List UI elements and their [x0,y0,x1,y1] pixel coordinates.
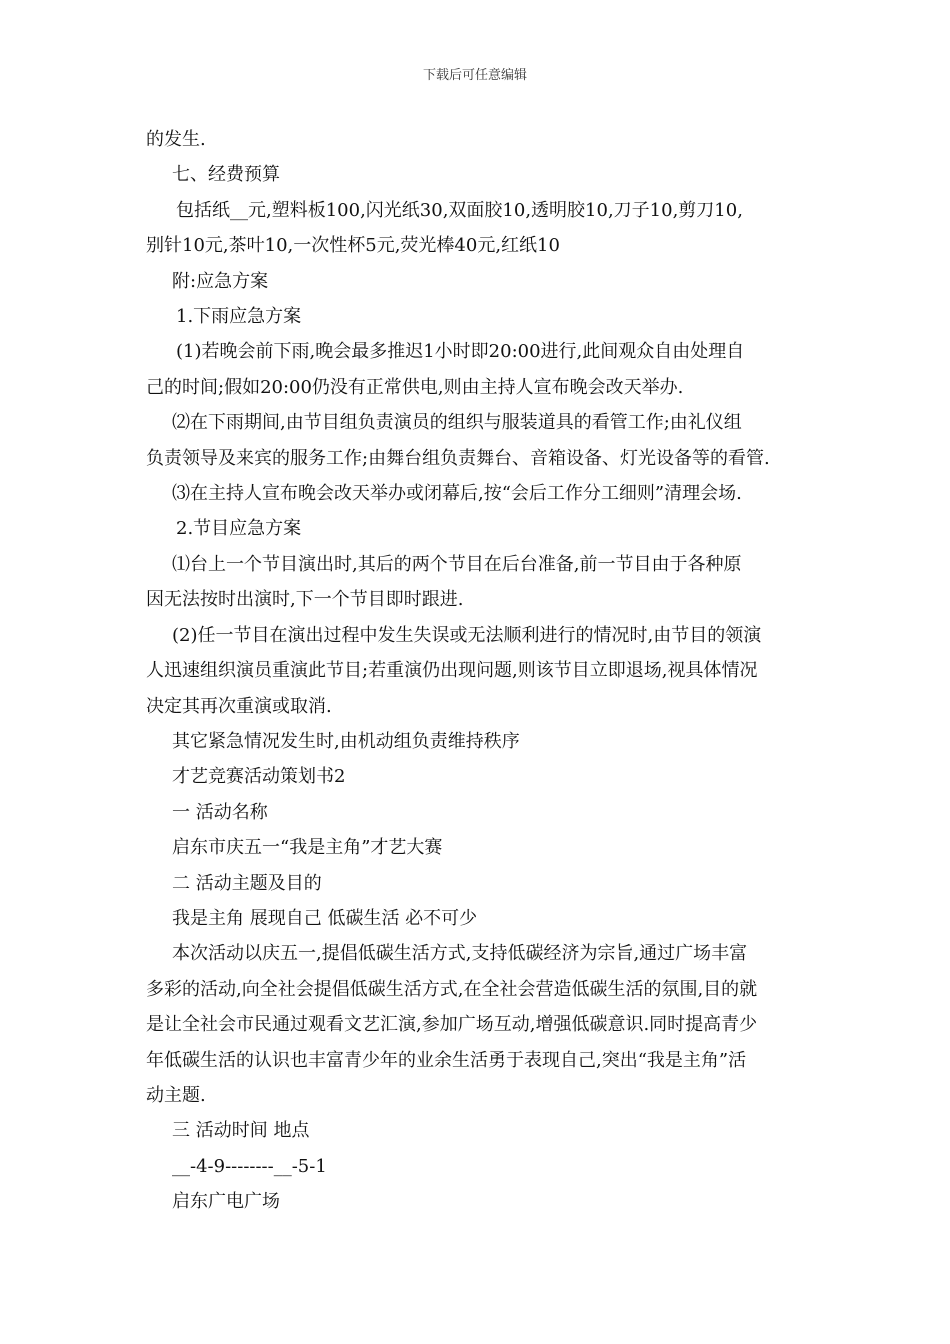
text-line: 本次活动以庆五一,提倡低碳生活方式,支持低碳经济为宗旨,通过广场丰富 [172,943,748,965]
text-line: 是让全社会市民通过观看文艺汇演,参加广场互动,增强低碳意识.同时提高青少 [146,1014,758,1036]
text-line: 决定其再次重演或取消. [146,695,332,717]
text-line: (2)任一节目在演出过程中发生失误或无法顺利进行的情况时,由节目的领演 [172,624,762,646]
text-line: 别针10元,茶叶10,一次性杯5元,荧光棒40元,红纸10 [146,235,560,257]
text-line: 包括纸__元,塑料板100,闪光纸30,双面胶10,透明胶10,刀子10,剪刀10, [176,199,743,221]
text-line: 才艺竞赛活动策划书2 [172,766,346,788]
document-body [146,122,816,1220]
text-line: (1)若晚会前下雨,晚会最多推迟1小时即20:00进行,此间观众自由处理自 [176,341,745,363]
text-line: 负责领导及来宾的服务工作;由舞台组负责舞台、音箱设备、灯光设备等的看管. [146,447,770,469]
text-line: 三 活动时间 地点 [172,1120,310,1142]
text-line: 其它紧急情况发生时,由机动组负责维持秩序 [172,730,520,752]
text-line: 启东市庆五一“我是主角”才艺大赛 [172,837,443,859]
text-line: 动主题. [146,1084,206,1106]
text-line: 1.下雨应急方案 [176,306,302,328]
text-line: 一 活动名称 [172,801,268,823]
page-header: 下载后可任意编辑 [422,68,527,83]
text-line: 年低碳生活的认识也丰富青少年的业余生活勇于表现自己,突出“我是主角”活 [146,1049,747,1071]
text-line: 附:应急方案 [172,270,269,292]
text-line: 七、经费预算 [172,164,280,186]
text-line: ⑴台上一个节目演出时,其后的两个节目在后台准备,前一节目由于各种原 [172,553,742,575]
text-line: ⑵在下雨期间,由节目组负责演员的组织与服装道具的看管工作;由礼仪组 [172,412,742,434]
text-line: 己的时间;假如20:00仍没有正常供电,则由主持人宣布晚会改天举办. [146,376,684,398]
text-line: 人迅速组织演员重演此节目;若重演仍出现问题,则该节目立即退场,视具体情况 [146,660,758,682]
text-line: __-4-9--------__-5-1 [172,1155,327,1177]
text-line: 我是主角 展现自己 低碳生活 必不可少 [172,907,478,929]
text-line: 多彩的活动,向全社会提倡低碳生活方式,在全社会营造低碳生活的氛围,目的就 [146,978,758,1000]
text-line: 启东广电广场 [172,1191,280,1213]
text-line: 二 活动主题及目的 [172,872,322,894]
text-line: 的发生. [146,129,206,150]
text-line: ⑶在主持人宣布晚会改天举办或闭幕后,按“会后工作分工细则”清理会场. [172,483,742,505]
text-line: 因无法按时出演时,下一个节目即时跟进. [146,589,464,611]
text-line: 2.节目应急方案 [176,518,302,540]
